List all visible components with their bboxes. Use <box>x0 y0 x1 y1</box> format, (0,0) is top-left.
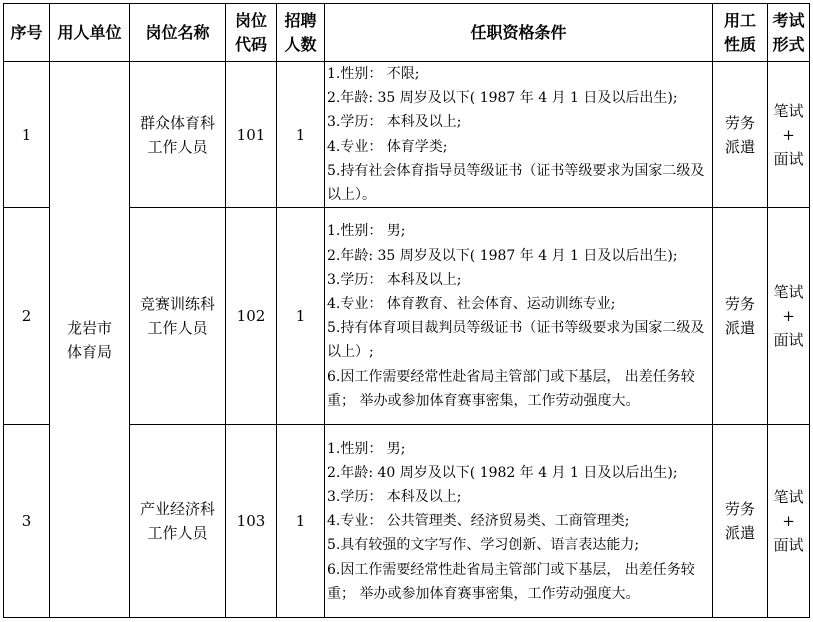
header-post-name: 岗位名称 <box>130 4 226 62</box>
post-name-cell <box>130 208 226 425</box>
unit-line1: 龙岩市 <box>66 318 112 337</box>
recruit-cell: 1 <box>277 425 325 618</box>
requirement-item: 2.年龄: 40 周岁及以下( 1982 年 4 月 1 日及以后出生); <box>327 464 678 481</box>
header-employment-line2: 性质 <box>723 34 756 54</box>
employment-line1: 劳务 <box>724 113 755 132</box>
exam-line1: 笔试+ <box>773 488 804 531</box>
seq-cell: 2 <box>4 208 50 425</box>
post-code-cell: 103 <box>226 425 277 618</box>
header-recruit-line2: 人数 <box>284 34 317 54</box>
requirement-item: 2.年龄: 35 周岁及以下( 1987 年 4 月 1 日及以后出生); <box>327 90 678 107</box>
post-name-line2: 工作人员 <box>147 524 208 543</box>
unit-line2: 体育局 <box>66 342 112 361</box>
header-employment <box>713 4 768 62</box>
requirement-item: 5.具有较强的文字写作、学习创新、语言表达能力; <box>327 537 640 554</box>
requirement-item: 4.专业： 公共管理类、经济贸易类、工商管理类; <box>327 513 630 530</box>
header-row <box>4 4 810 62</box>
requirement-item: 1.性别： 不限; <box>327 66 420 82</box>
exam-line2: 面试 <box>773 331 804 350</box>
exam-cell <box>768 208 810 425</box>
header-exam-line2: 形式 <box>772 34 805 54</box>
requirement-item: 5.持有社会体育指导员等级证书（证书等级要求为国家二级及以上）。 <box>327 162 705 204</box>
header-post-code <box>226 4 277 62</box>
seq-cell: 3 <box>4 425 50 618</box>
header-seq: 序号 <box>4 4 50 62</box>
header-employment-line1: 用工 <box>723 10 756 30</box>
employment-line1: 劳务 <box>724 295 755 314</box>
header-exam <box>768 4 810 62</box>
recruit-cell: 1 <box>277 62 325 208</box>
header-requirements: 任职资格条件 <box>325 4 713 62</box>
employment-line2: 派遣 <box>724 137 755 156</box>
recruitment-table <box>3 3 810 618</box>
requirement-item: 3.学历： 本科及以上; <box>327 488 462 505</box>
employment-line2: 派遣 <box>724 524 755 543</box>
requirements-cell <box>325 62 713 208</box>
post-name-line1: 竞赛训练科 <box>139 295 215 314</box>
exam-line1: 笔试+ <box>773 283 804 326</box>
header-exam-line1: 考试 <box>772 10 805 30</box>
unit-cell <box>50 62 130 618</box>
requirement-item: 3.学历： 本科及以上; <box>327 114 462 131</box>
exam-line1: 笔试+ <box>773 101 804 144</box>
employment-cell <box>713 425 768 618</box>
post-name-line1: 群众体育科 <box>139 113 215 132</box>
table-row <box>4 62 810 208</box>
exam-cell <box>768 425 810 618</box>
requirements-cell <box>325 208 713 425</box>
requirement-item: 3.学历： 本科及以上; <box>327 271 462 288</box>
exam-line2: 面试 <box>773 536 804 555</box>
employment-line1: 劳务 <box>724 500 755 519</box>
header-unit: 用人单位 <box>50 4 130 62</box>
requirement-item: 6.因工作需要经常性赴省局主管部门或下基层， 出差任务较重； 举办或参加体育赛事密集，工作劳动强度大。 <box>327 561 695 602</box>
employment-line2: 派遣 <box>724 319 755 338</box>
post-code-cell: 102 <box>226 208 277 425</box>
requirement-item: 5.持有体育项目裁判员等级证书（证书等级要求为国家二级及以上）; <box>327 320 705 361</box>
post-name-line2: 工作人员 <box>147 319 208 338</box>
recruit-cell: 1 <box>277 208 325 425</box>
post-name-cell <box>130 425 226 618</box>
header-recruit <box>277 4 325 62</box>
post-name-cell <box>130 62 226 208</box>
requirement-item: 2.年龄: 35 周岁及以下( 1987 年 4 月 1 日及以后出生); <box>327 247 678 264</box>
header-recruit-line1: 招聘 <box>284 10 317 30</box>
seq-cell: 1 <box>4 62 50 208</box>
requirement-item: 6.因工作需要经常性赴省局主管部门或下基层， 出差任务较重； 举办或参加体育赛事密集，工作劳动强度大。 <box>327 368 695 409</box>
exam-line2: 面试 <box>773 149 804 168</box>
requirement-item: 4.专业： 体育学类; <box>327 138 448 155</box>
post-code-cell: 101 <box>226 62 277 208</box>
employment-cell <box>713 62 768 208</box>
post-name-line2: 工作人员 <box>147 137 208 156</box>
requirement-item: 4.专业： 体育教育、社会体育、运动训练专业; <box>327 296 616 313</box>
header-post-code-line1: 岗位 <box>234 10 267 30</box>
requirements-cell <box>325 425 713 618</box>
employment-cell <box>713 208 768 425</box>
requirement-item: 1.性别： 男; <box>327 440 406 457</box>
header-post-code-line2: 代码 <box>234 34 267 54</box>
post-name-line1: 产业经济科 <box>139 500 215 519</box>
exam-cell <box>768 62 810 208</box>
requirement-item: 1.性别： 男; <box>327 223 406 240</box>
